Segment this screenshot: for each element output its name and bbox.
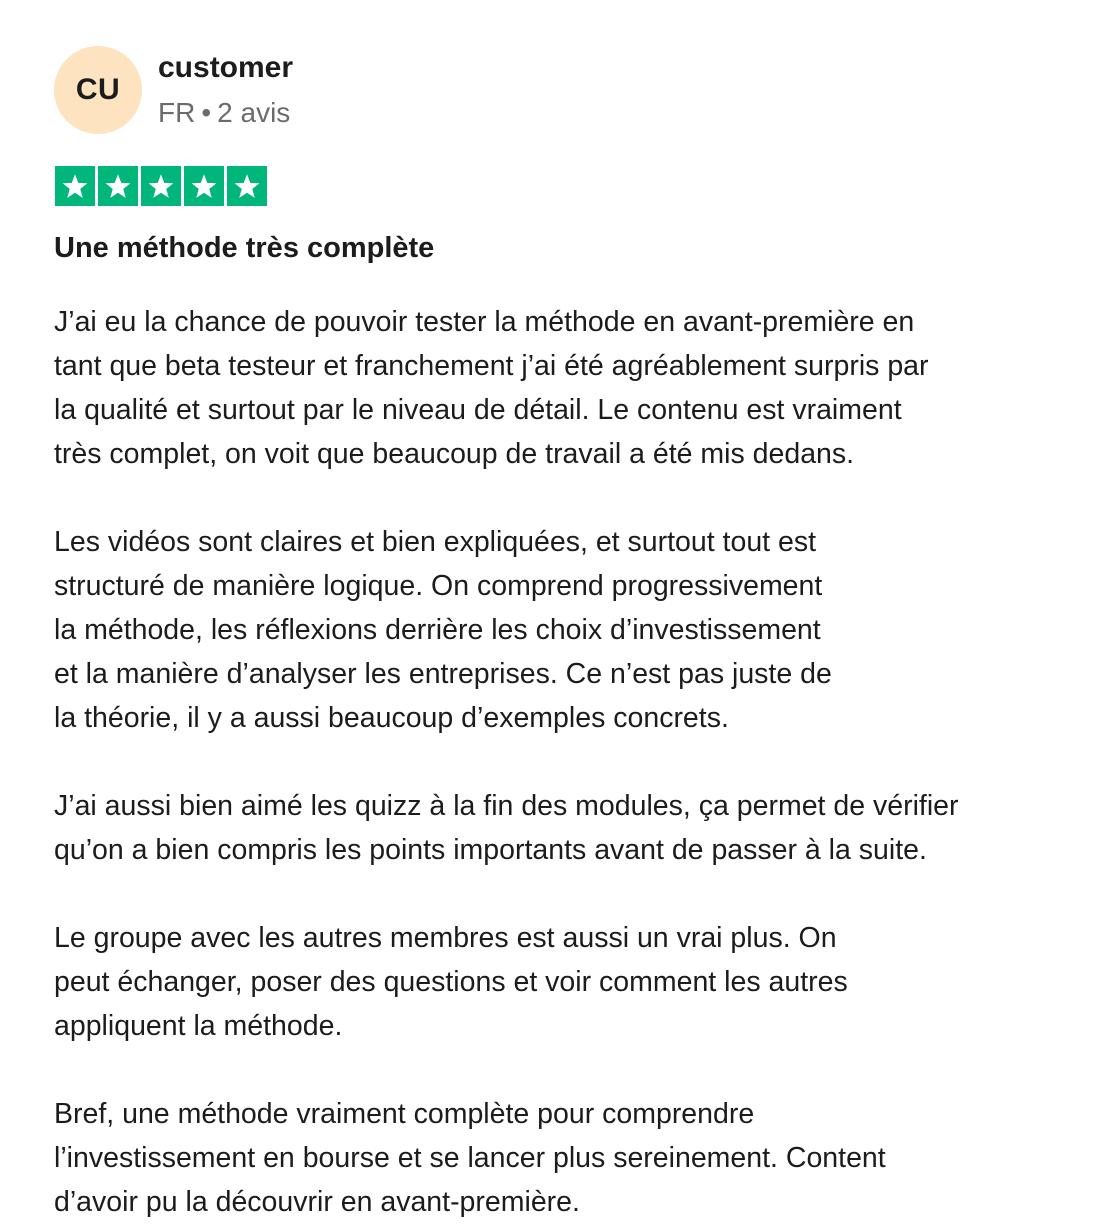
- review-text-line: J’ai eu la chance de pouvoir tester la méthode en avant-première en: [54, 306, 915, 338]
- reviewer-country: FR: [158, 97, 196, 128]
- review-text-line: la qualité et surtout par le niveau de détail. Le contenu est vraiment: [54, 394, 902, 426]
- star-icon: [184, 166, 224, 206]
- review-body: [54, 300, 1114, 1224]
- review-paragraph: [54, 520, 1114, 740]
- review-title: Une méthode très complète: [54, 232, 435, 264]
- review-text-line: l’investissement en bourse et se lancer plus sereinement. Content: [54, 1142, 886, 1174]
- review-text-line: tant que beta testeur et franchement j’ai été agréablement surpris par: [54, 350, 929, 382]
- review-text-line: très complet, on voit que beaucoup de travail a été mis dedans.: [54, 438, 855, 470]
- star-rating: [55, 166, 267, 206]
- review-text-line: Bref, une méthode vraiment complète pour comprendre: [54, 1098, 755, 1130]
- review-text-line: structuré de manière logique. On comprend progressivement: [54, 570, 823, 602]
- avatar-initials: CU: [75, 73, 121, 106]
- review-text-line: et la manière d’analyser les entreprises. Ce n’est pas juste de: [54, 658, 832, 690]
- star-icon: [55, 166, 95, 206]
- review-text-line: peut échanger, poser des questions et voir comment les autres: [54, 966, 848, 998]
- star-icon: [98, 166, 138, 206]
- review-text-line: d’avoir pu la découvrir en avant-première.: [54, 1186, 580, 1218]
- review-text-line: J’ai aussi bien aimé les quizz à la fin des modules, ça permet de vérifier: [54, 790, 959, 822]
- star-icon: [227, 166, 267, 206]
- review-text-line: appliquent la méthode.: [54, 1010, 343, 1042]
- reviewer-meta: [158, 96, 290, 130]
- avatar[interactable]: [54, 46, 142, 134]
- review-text-line: Le groupe avec les autres membres est aussi un vrai plus. On: [54, 922, 837, 954]
- meta-separator: •: [201, 97, 212, 128]
- review-text-line: qu’on a bien compris les points importants avant de passer à la suite.: [54, 834, 927, 866]
- review-paragraph: [54, 1092, 1114, 1224]
- reviewer-review-count: 2 avis: [217, 97, 291, 128]
- review-text-line: la méthode, les réflexions derrière les choix d’investissement: [54, 614, 821, 646]
- review-text-line: Les vidéos sont claires et bien expliquées, et surtout tout est: [54, 526, 817, 558]
- review-paragraph: [54, 300, 1114, 476]
- reviewer-name[interactable]: customer: [158, 51, 294, 84]
- review-paragraph: [54, 784, 1114, 872]
- star-icon: [141, 166, 181, 206]
- review-text-line: la théorie, il y a aussi beaucoup d’exemples concrets.: [54, 702, 729, 734]
- review-paragraph: [54, 916, 1114, 1048]
